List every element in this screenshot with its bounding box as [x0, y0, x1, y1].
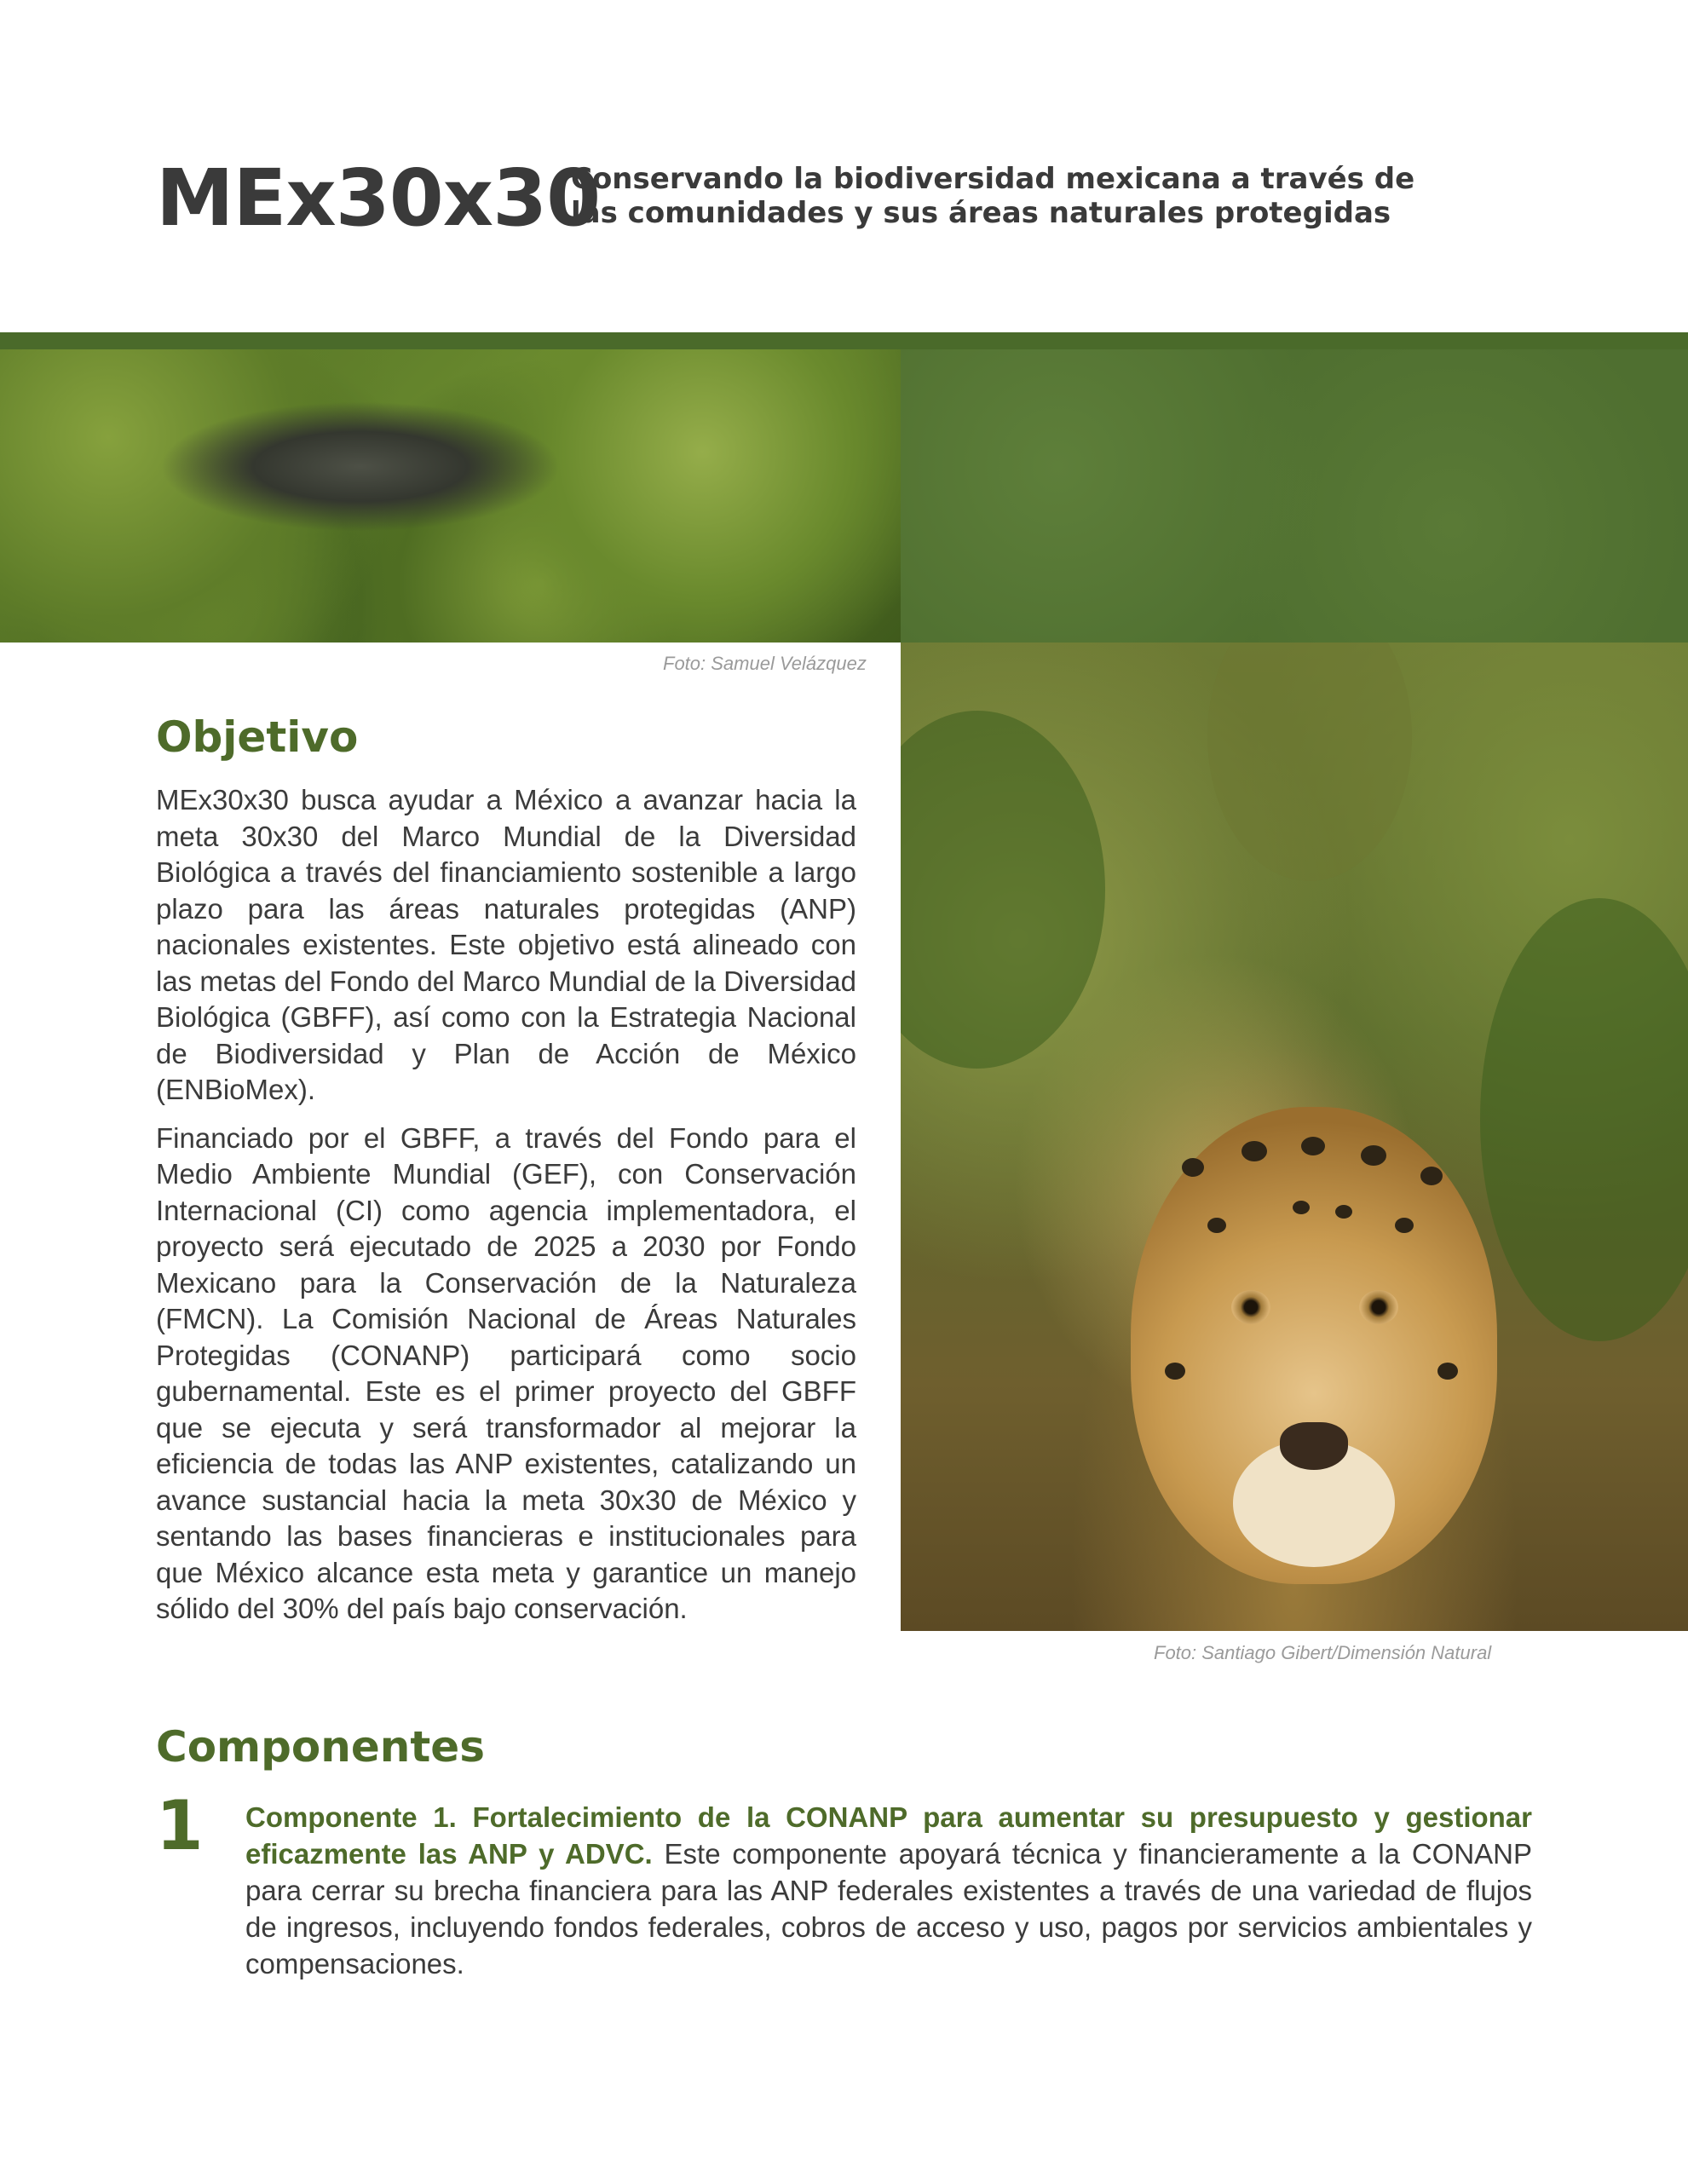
jaguar-nose: [1280, 1422, 1348, 1470]
objetivo-paragraph: Financiado por el GBFF, a través del Fondo para el Medio Ambiente Mundial (GEF), con Conservación Internacional (CI) como agencia implementadora, el proyecto será ejecutado de 2025 a 2030 por Fondo Mexicano para la Conservación de la Naturaleza (FMCN). La Comisión Nacional de Áreas Naturales Protegidas (CONANP) participará como socio gubernamental. Este es el primer proyecto del GBFF que se ejecuta y será transformador al mejorar la eficiencia de todas las ANP existentes, catalizando un avance sustancial hacia la meta 30x30 de México y sentando las bases financieras e institucionales para que México alcance esta meta y garantice un manejo sólido del 30% del país bajo conservación.: [156, 1121, 856, 1624]
jaguar-spot: [1301, 1137, 1325, 1155]
jaguar-spot: [1335, 1205, 1352, 1219]
aerial-photo-credit: Foto: Samuel Velázquez: [663, 653, 867, 674]
jaguar-spot: [1293, 1201, 1310, 1214]
objetivo-paragraph: MEx30x30 busca ayudar a México a avanzar hacia la meta 30x30 del Marco Mundial de la Diversidad Biológica a través del financiamiento sostenible a largo plazo para las áreas naturales protegidas (ANP) nacionales existentes. Este objetivo está alineado con las metas del Fondo del Marco Mundial de la Diversidad Biológica (GBFF), así como con la Estrategia Nacional de Biodiversidad y Plan de Acción de México (ENBioMex).: [156, 784, 856, 1105]
component-number: 1: [156, 1786, 204, 1865]
jaguar-head: [1131, 1107, 1497, 1584]
jaguar-photo-credit: Foto: Santiago Gibert/Dimensión Natural: [1154, 1642, 1492, 1663]
component-text: Este componente apoyará técnica y financieramente a la CONANP para cerrar su brecha financiera para las ANP federales existentes a través de una variedad de flujos de ingresos, incluyendo fondos federales, cobros de acceso y uso, pagos por servicios ambientales y compensaciones.: [245, 1838, 1533, 1979]
componentes-heading: Componentes: [156, 1722, 485, 1772]
jaguar-left-eye: [1231, 1290, 1270, 1324]
foliage-shape: [1480, 898, 1688, 1341]
jaguar-spot: [1182, 1158, 1204, 1177]
jaguar-photo: [901, 643, 1688, 1631]
jaguar-right-eye: [1359, 1290, 1398, 1324]
jaguar-spot: [1420, 1167, 1443, 1185]
jaguar-spot: [1361, 1145, 1386, 1166]
foliage-shape: [901, 711, 1105, 1069]
jaguar-spot: [1437, 1363, 1458, 1380]
jaguar-spot: [1395, 1218, 1414, 1233]
foliage-shape: [1207, 643, 1412, 881]
component-title: Componente 1. Fortalecimiento de la CONANP para aumentar su presupuesto y gestionar eficazmente las ANP y ADVC.: [245, 1801, 1532, 1870]
green-canopy-overlay: [901, 349, 1688, 643]
component-description: [245, 1799, 1532, 1982]
document-title: MEx30x30: [156, 153, 601, 244]
jaguar-spot: [1165, 1363, 1185, 1380]
jaguar-spot: [1207, 1218, 1226, 1233]
objetivo-heading: Objetivo: [156, 712, 359, 762]
objetivo-body: [156, 782, 856, 1639]
header-green-bar: [0, 332, 1688, 349]
jaguar-spot: [1242, 1141, 1267, 1161]
document-subtitle: Conservando la biodiversidad mexicana a través de las comunidades y sus áreas naturales protegidas: [571, 162, 1415, 230]
aerial-forest-photo: [0, 349, 901, 643]
